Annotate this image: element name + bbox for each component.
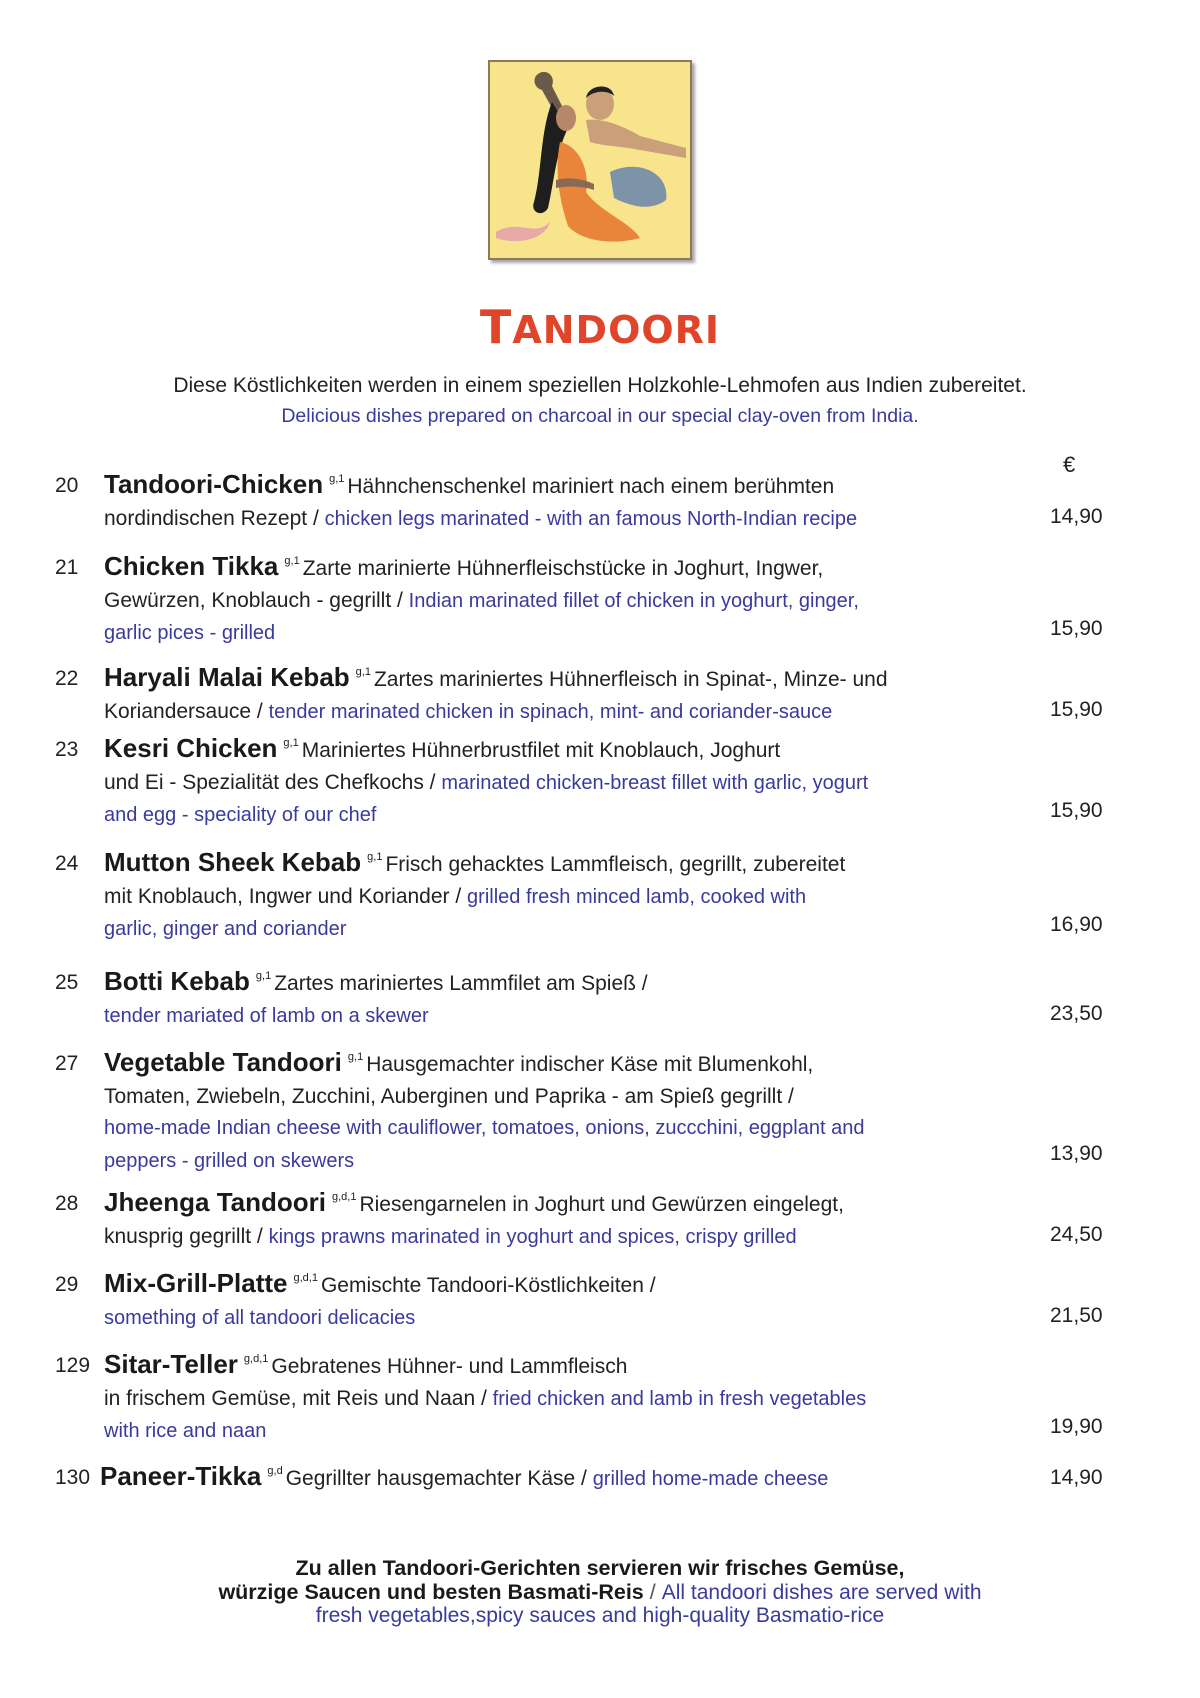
item-number: 29	[55, 1273, 79, 1296]
german-text: Hausgemachter indischer Käse mit Blumenkohl,	[366, 1053, 814, 1076]
german-text: Tomaten, Zwiebeln, Zucchini, Auberginen und Paprika - am Spieß gegrillt /	[104, 1084, 794, 1108]
german-text: in frischem Gemüse, mit Reis und Naan /	[104, 1386, 493, 1410]
item-name: Vegetable Tandoori	[104, 1047, 342, 1077]
english-text: garlic, ginger and coriander	[104, 918, 347, 940]
item-number: 22	[55, 667, 79, 690]
item-name: Botti Kebab	[104, 966, 250, 996]
german-text: Hähnchenschenkel mariniert nach einem berühmten	[347, 475, 835, 498]
item-description	[104, 842, 1004, 946]
allergen-codes: g,d,1	[332, 1191, 357, 1203]
allergen-codes: g,1	[283, 737, 299, 749]
footer-english-line3: fresh vegetables,spicy sauces and high-quality Basmatio-rice	[315, 1604, 885, 1627]
currency-label: €	[1063, 452, 1076, 477]
item-number: 27	[55, 1052, 79, 1075]
item-number: 20	[55, 474, 79, 497]
item-price: 13,90	[1050, 1142, 1103, 1165]
intro-english: Delicious dishes prepared on charcoal in our special clay-oven from India.	[281, 405, 919, 427]
item-price: 14,90	[1050, 1466, 1103, 1489]
english-text: and egg - speciality of our chef	[104, 804, 377, 826]
item-number: 130	[55, 1466, 91, 1489]
footer-english-line2: All tandoori dishes are served with	[661, 1581, 982, 1604]
separator: /	[643, 1580, 662, 1604]
german-text: mit Knoblauch, Ingwer und Koriander /	[104, 884, 468, 908]
item-price: 15,90	[1050, 617, 1103, 640]
item-name: Tandoori-Chicken	[104, 469, 324, 499]
item-description	[104, 657, 1004, 728]
english-text: kings prawns marinated in yoghurt and spices, crispy grilled	[268, 1225, 797, 1248]
item-number: 21	[55, 556, 79, 579]
german-text: Gegrillter hausgemachter Käse /	[285, 1467, 593, 1490]
allergen-codes: g,1	[284, 555, 300, 567]
english-text: peppers - grilled on skewers	[104, 1149, 355, 1172]
item-name: Paneer-Tikka	[100, 1461, 262, 1491]
german-text: Gemischte Tandoori-Köstlichkeiten /	[320, 1274, 656, 1297]
english-text: grilled fresh minced lamb, cooked with	[467, 885, 807, 908]
item-name: Kesri Chicken	[104, 733, 278, 763]
item-number: 25	[55, 971, 79, 994]
german-text: nordindischen Rezept /	[104, 506, 325, 530]
item-description	[104, 464, 1004, 535]
item-description	[104, 1182, 1004, 1253]
allergen-codes: g,1	[367, 851, 383, 863]
item-price: 21,50	[1050, 1304, 1103, 1327]
item-number: 28	[55, 1192, 79, 1215]
german-text: Zarte marinierte Hühnerfleischstücke in Joghurt, Ingwer,	[302, 557, 824, 580]
german-text: Zartes mariniertes Hühnerfleisch in Spinat-, Minze- und	[373, 668, 888, 691]
item-price: 23,50	[1050, 1002, 1103, 1025]
english-text: chicken legs marinated - with an famous North-Indian recipe	[324, 507, 858, 530]
english-text: marinated chicken-breast fillet with garlic, yogurt	[441, 771, 869, 794]
german-text: Riesengarnelen in Joghurt und Gewürzen eingelegt,	[359, 1193, 844, 1216]
item-name: Chicken Tikka	[104, 551, 279, 581]
english-text: home-made Indian cheese with cauliflower, tomatoes, onions, zuccchini, eggplant and	[104, 1117, 865, 1139]
item-name: Sitar-Teller	[104, 1349, 238, 1379]
item-number: 23	[55, 738, 79, 761]
allergen-codes: g,1	[329, 473, 345, 485]
item-name: Haryali Malai Kebab	[104, 662, 350, 692]
footer-line2	[0, 1580, 1200, 1605]
english-text: fried chicken and lamb in fresh vegetables	[492, 1387, 867, 1410]
item-description	[100, 1456, 1000, 1496]
intro-german: Diese Köstlichkeiten werden in einem speziellen Holzkohle-Lehmofen aus Indien zubereitet.	[173, 374, 1027, 397]
english-text: tender marinated chicken in spinach, mint- and coriander-sauce	[268, 700, 833, 723]
allergen-codes: g,1	[355, 666, 371, 678]
german-text: Koriandersauce /	[104, 699, 269, 723]
item-description	[104, 1344, 1004, 1448]
allergen-codes: g,1	[347, 1051, 364, 1063]
english-text: grilled home-made cheese	[592, 1468, 829, 1490]
english-text: something of all tandoori delicacies	[104, 1306, 416, 1329]
item-name: Mutton Sheek Kebab	[104, 847, 362, 877]
english-text: garlic pices - grilled	[104, 622, 276, 644]
german-text: knusprig gegrillt /	[104, 1224, 269, 1248]
allergen-codes: g,d,1	[293, 1272, 318, 1284]
english-text: with rice and naan	[104, 1420, 267, 1442]
english-text: tender mariated of lamb on a skewer	[104, 1004, 429, 1027]
item-description	[104, 546, 1004, 650]
german-text: und Ei - Spezialität des Chefkochs /	[104, 770, 442, 794]
item-price: 24,50	[1050, 1223, 1103, 1246]
item-description	[104, 1263, 1004, 1334]
item-price: 16,90	[1050, 913, 1103, 936]
german-text: Zartes mariniertes Lammfilet am Spieß /	[274, 972, 648, 995]
footer-german-line1: Zu allen Tandoori-Gerichten servieren wir frisches Gemüse,	[295, 1556, 905, 1580]
english-text: Indian marinated fillet of chicken in yoghurt, ginger,	[408, 589, 859, 612]
german-text: Mariniertes Hühnerbrustfilet mit Knoblauch, Joghurt	[301, 739, 781, 762]
allergen-codes: g,1	[255, 970, 272, 982]
item-name: Mix-Grill-Platte	[104, 1268, 288, 1298]
item-name: Jheenga Tandoori	[104, 1187, 326, 1217]
allergen-codes: g,d,1	[243, 1353, 269, 1365]
item-price: 14,90	[1050, 505, 1103, 528]
item-price: 15,90	[1050, 799, 1103, 822]
item-description	[104, 728, 1004, 832]
item-price: 15,90	[1050, 698, 1103, 721]
item-description	[104, 1042, 1004, 1177]
item-number: 24	[55, 852, 79, 875]
section-title: TANDOORI	[479, 300, 721, 354]
german-text: Frisch gehacktes Lammfleisch, gegrillt, zubereitet	[385, 853, 846, 876]
german-text: Gewürzen, Knoblauch - gegrillt /	[104, 588, 409, 612]
item-price: 19,90	[1050, 1415, 1103, 1438]
item-number: 129	[55, 1354, 91, 1377]
indian-musician-illustration-icon	[490, 62, 690, 258]
footer-german-line2: würzige Saucen und besten Basmati-Reis	[218, 1580, 644, 1604]
allergen-codes: g,d	[267, 1465, 283, 1477]
menu-illustration	[488, 60, 692, 260]
german-text: Gebratenes Hühner- und Lammfleisch	[271, 1355, 628, 1378]
item-description	[104, 961, 1004, 1032]
